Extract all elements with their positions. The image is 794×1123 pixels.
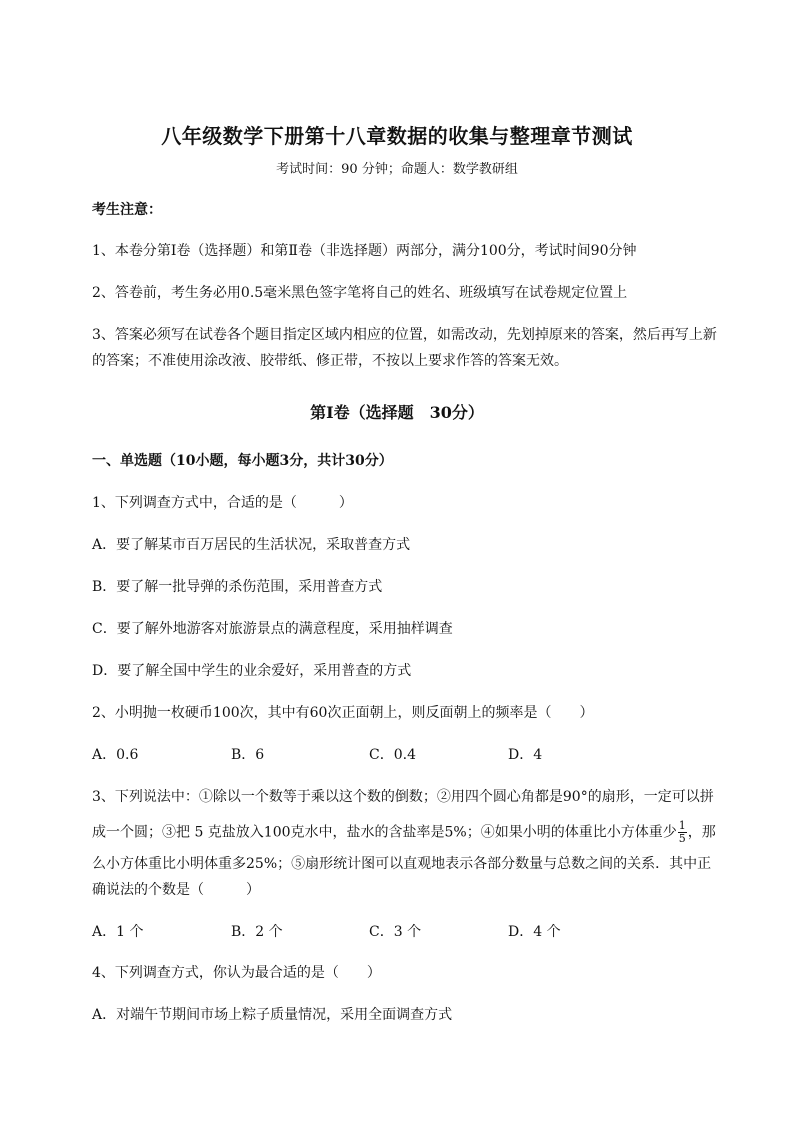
question-3-option-d: D．4 个 (508, 924, 561, 940)
notice-item-3-line-1: 3、答案必须写在试卷各个题目指定区域内相应的位置，如需改动，先划掉原来的答案，然后再写上新 (92, 327, 717, 343)
question-1-option-c: C．要了解外地游客对旅游景点的满意程度，采用抽样调查 (92, 621, 453, 637)
question-1-option-b: B．要了解一批导弹的杀伤范围，采用普查方式 (92, 579, 383, 595)
question-1-stem: 1、下列调查方式中，合适的是（ ） (92, 495, 353, 511)
fraction-one-fifth (678, 820, 687, 845)
question-3-option-c: C．3 个 (369, 924, 422, 940)
question-2-option-a: A．0.6 (92, 747, 139, 763)
question-3-option-b: B．2 个 (231, 924, 283, 940)
fraction-denominator: 5 (678, 832, 686, 845)
question-3-line-3: 么小方体重比小明体重多25%；⑤扇形统计图可以直观地表示各部分数量与总数之间的关系．其中正 (92, 856, 712, 872)
exam-subtitle: 考试时间：90 分钟；命题人：数学教研组 (276, 162, 518, 177)
question-2-stem: 2、小明抛一枚硬币100次，其中有60次正面朝上，则反面朝上的频率是（ ） (92, 705, 594, 721)
question-4-option-a: A．对端午节期间市场上粽子质量情况，采用全面调查方式 (92, 1007, 453, 1023)
question-4-stem: 4、下列调查方式，你认为最合适的是（ ） (92, 965, 381, 981)
notice-heading: 考生注意： (92, 202, 162, 218)
question-2-option-b: B．6 (231, 747, 265, 763)
notice-item-1: 1、本卷分第Ⅰ卷（选择题）和第Ⅱ卷（非选择题）两部分，满分100分，考试时间90分钟 (92, 243, 637, 259)
question-2-option-d: D．4 (508, 747, 543, 763)
notice-item-3-line-2: 的答案；不准使用涂改液、胶带纸、修正带，不按以上要求作答的答案无效。 (92, 353, 568, 369)
question-3-line-2 (92, 820, 716, 845)
question-2-option-c: C．0.4 (369, 747, 416, 763)
question-3-line-1: 3、下列说法中：①除以一个数等于乘以这个数的倒数；②用四个圆心角都是90°的扇形，一定可以拼 (92, 789, 714, 805)
fraction-numerator: 1 (678, 819, 686, 832)
question-3-line-2-end: ，那 (687, 824, 716, 841)
question-3-option-a: A．1 个 (92, 924, 144, 940)
part-heading: 一、单选题（10小题，每小题3分，共计30分） (92, 453, 393, 469)
section-title: 第Ⅰ卷（选择题 30分） (310, 403, 484, 422)
question-1-option-a: A．要了解某市百万居民的生活状况，采取普查方式 (92, 537, 411, 553)
page-title: 八年级数学下册第十八章数据的收集与整理章节测试 (161, 124, 633, 148)
question-3-line-4: 确说法的个数是（ ） (92, 882, 260, 898)
notice-item-2: 2、答卷前，考生务必用0.5毫米黑色签字笔将自己的姓名、班级填写在试卷规定位置上 (92, 285, 628, 301)
question-1-option-d: D．要了解全国中学生的业余爱好，采用普查的方式 (92, 663, 412, 679)
question-3-line-2-text: 成一个圆；③把 5 克盐放入100克水中，盐水的含盐率是5%；④如果小明的体重比小方体重少 (92, 824, 677, 841)
